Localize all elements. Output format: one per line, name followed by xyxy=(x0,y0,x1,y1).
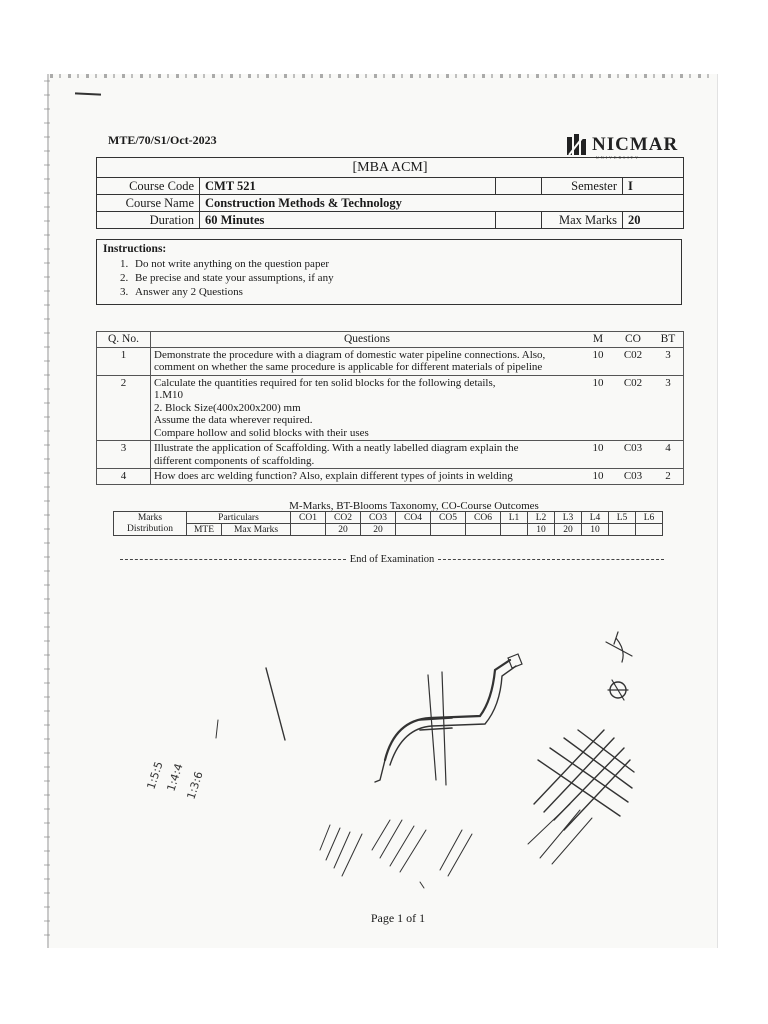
question-co: C02 xyxy=(613,375,653,441)
question-bt: 2 xyxy=(653,469,684,485)
question-line: 1.M10 xyxy=(154,389,184,401)
questions-header: Questions xyxy=(151,332,584,348)
particulars-label: Particulars xyxy=(187,512,291,524)
max-marks-label: Max Marks xyxy=(542,212,623,229)
nicmar-logo-icon xyxy=(566,133,588,157)
question-bt: 3 xyxy=(653,375,684,441)
dist-value xyxy=(396,524,431,536)
end-text: End of Examination xyxy=(349,554,435,565)
legend-text: M-Marks, BT-Blooms Taxonomy, CO-Course Outcomes xyxy=(289,500,539,512)
table-row xyxy=(97,347,684,375)
question-marks: 10 xyxy=(583,469,613,485)
dist-value xyxy=(609,524,636,536)
question-line: Calculate the quantities required for ten solid blocks for the following details, xyxy=(154,376,496,389)
marks-header: M xyxy=(583,332,613,348)
dist-value xyxy=(291,524,326,536)
divider xyxy=(438,559,664,560)
dist-value: 10 xyxy=(528,524,555,536)
question-text xyxy=(151,441,584,469)
question-number: 2 xyxy=(97,375,151,441)
question-text xyxy=(151,469,584,485)
marks-label: Marks xyxy=(114,512,187,524)
question-bt: 4 xyxy=(653,441,684,469)
dist-col: CO4 xyxy=(396,512,431,524)
instruction-item: 3. Answer any 2 Questions xyxy=(131,285,675,299)
co-header: CO xyxy=(613,332,653,348)
question-text xyxy=(151,375,584,441)
page-footer: Page 1 of 1 xyxy=(370,911,426,925)
pencil-sketch xyxy=(140,620,660,900)
dist-col: CO2 xyxy=(326,512,361,524)
dist-value: 20 xyxy=(555,524,582,536)
question-line: 2. Block Size(400x200x200) mm xyxy=(154,401,301,414)
semester-label: Semester xyxy=(542,178,623,195)
divider xyxy=(120,559,346,560)
max-marks-value: 20 xyxy=(623,212,684,229)
dist-col: L5 xyxy=(609,512,636,524)
question-line: Assume the data wherever required. xyxy=(154,414,313,426)
dist-col: CO3 xyxy=(361,512,396,524)
course-code-value: CMT 521 xyxy=(200,178,496,195)
table-row xyxy=(97,375,684,441)
dist-col: L4 xyxy=(582,512,609,524)
question-co: C03 xyxy=(613,469,653,485)
question-marks: 10 xyxy=(583,347,613,375)
instructions-heading: Instructions: xyxy=(103,243,167,255)
question-line: comment on whether the same procedure is applicable for different materials of pipeline xyxy=(154,361,543,373)
question-number: 4 xyxy=(97,469,151,485)
question-number: 1 xyxy=(97,347,151,375)
table-row xyxy=(97,441,684,469)
scan-edge xyxy=(50,74,715,78)
max-marks-row-label: Max Marks xyxy=(222,524,291,536)
semester-value: I xyxy=(623,178,684,195)
dist-col: CO1 xyxy=(291,512,326,524)
instruction-item: 2. Be precise and state your assumptions, if any xyxy=(131,271,675,285)
duration-label: Duration xyxy=(97,212,200,229)
dist-value xyxy=(466,524,501,536)
marks-distribution-table xyxy=(113,511,663,536)
distribution-label: Distribution xyxy=(114,524,187,536)
question-line: Demonstrate the procedure with a diagram of domestic water pipeline connections. Also, xyxy=(154,348,546,361)
duration-value: 60 Minutes xyxy=(200,212,496,229)
question-marks: 10 xyxy=(583,375,613,441)
table-row xyxy=(97,469,684,485)
exam-type: MTE xyxy=(187,524,222,536)
question-marks: 10 xyxy=(583,441,613,469)
program-title: [MBA ACM] xyxy=(97,158,684,178)
dist-col: L6 xyxy=(636,512,663,524)
university-logo xyxy=(566,133,679,160)
instructions-box xyxy=(96,239,682,305)
dist-value: 20 xyxy=(326,524,361,536)
course-name-label: Course Name xyxy=(97,195,200,212)
question-line: Compare hollow and solid blocks with their uses xyxy=(154,426,369,439)
qno-header: Q. No. xyxy=(97,332,151,348)
handwritten-note: 1:5:5 xyxy=(144,759,166,791)
dist-col: CO5 xyxy=(431,512,466,524)
questions-table xyxy=(96,331,684,485)
course-name-value: Construction Methods & Technology xyxy=(200,195,684,212)
question-text xyxy=(151,347,584,375)
dist-value xyxy=(636,524,663,536)
question-bt: 3 xyxy=(653,347,684,375)
end-of-exam xyxy=(120,554,664,565)
logo-text: NICMAR xyxy=(592,134,679,155)
course-info-table xyxy=(96,157,684,229)
logo-subtext: UNIVERSITY xyxy=(596,155,640,160)
question-line: Illustrate the application of Scaffolding. With a neatly labelled diagram explain the xyxy=(154,442,519,454)
question-line: How does arc welding function? Also, explain different types of joints in welding xyxy=(154,470,513,482)
question-number: 3 xyxy=(97,441,151,469)
question-line: different components of scaffolding. xyxy=(154,454,315,467)
dist-value: 20 xyxy=(361,524,396,536)
instruction-item: 1. Do not write anything on the question paper xyxy=(131,257,675,271)
instructions-list xyxy=(131,257,675,299)
dist-col: CO6 xyxy=(466,512,501,524)
dist-col: L2 xyxy=(528,512,555,524)
handwritten-note: 1:4:4 xyxy=(164,761,186,793)
question-co: C02 xyxy=(613,347,653,375)
dist-value xyxy=(501,524,528,536)
dist-col: L3 xyxy=(555,512,582,524)
dist-value xyxy=(431,524,466,536)
course-code-label: Course Code xyxy=(97,178,200,195)
dist-value: 10 xyxy=(582,524,609,536)
question-co: C03 xyxy=(613,441,653,469)
dist-col: L1 xyxy=(501,512,528,524)
handwritten-note: 1:3:6 xyxy=(184,769,206,801)
document-code: MTE/70/S1/Oct-2023 xyxy=(108,133,217,147)
bt-header: BT xyxy=(653,332,684,348)
